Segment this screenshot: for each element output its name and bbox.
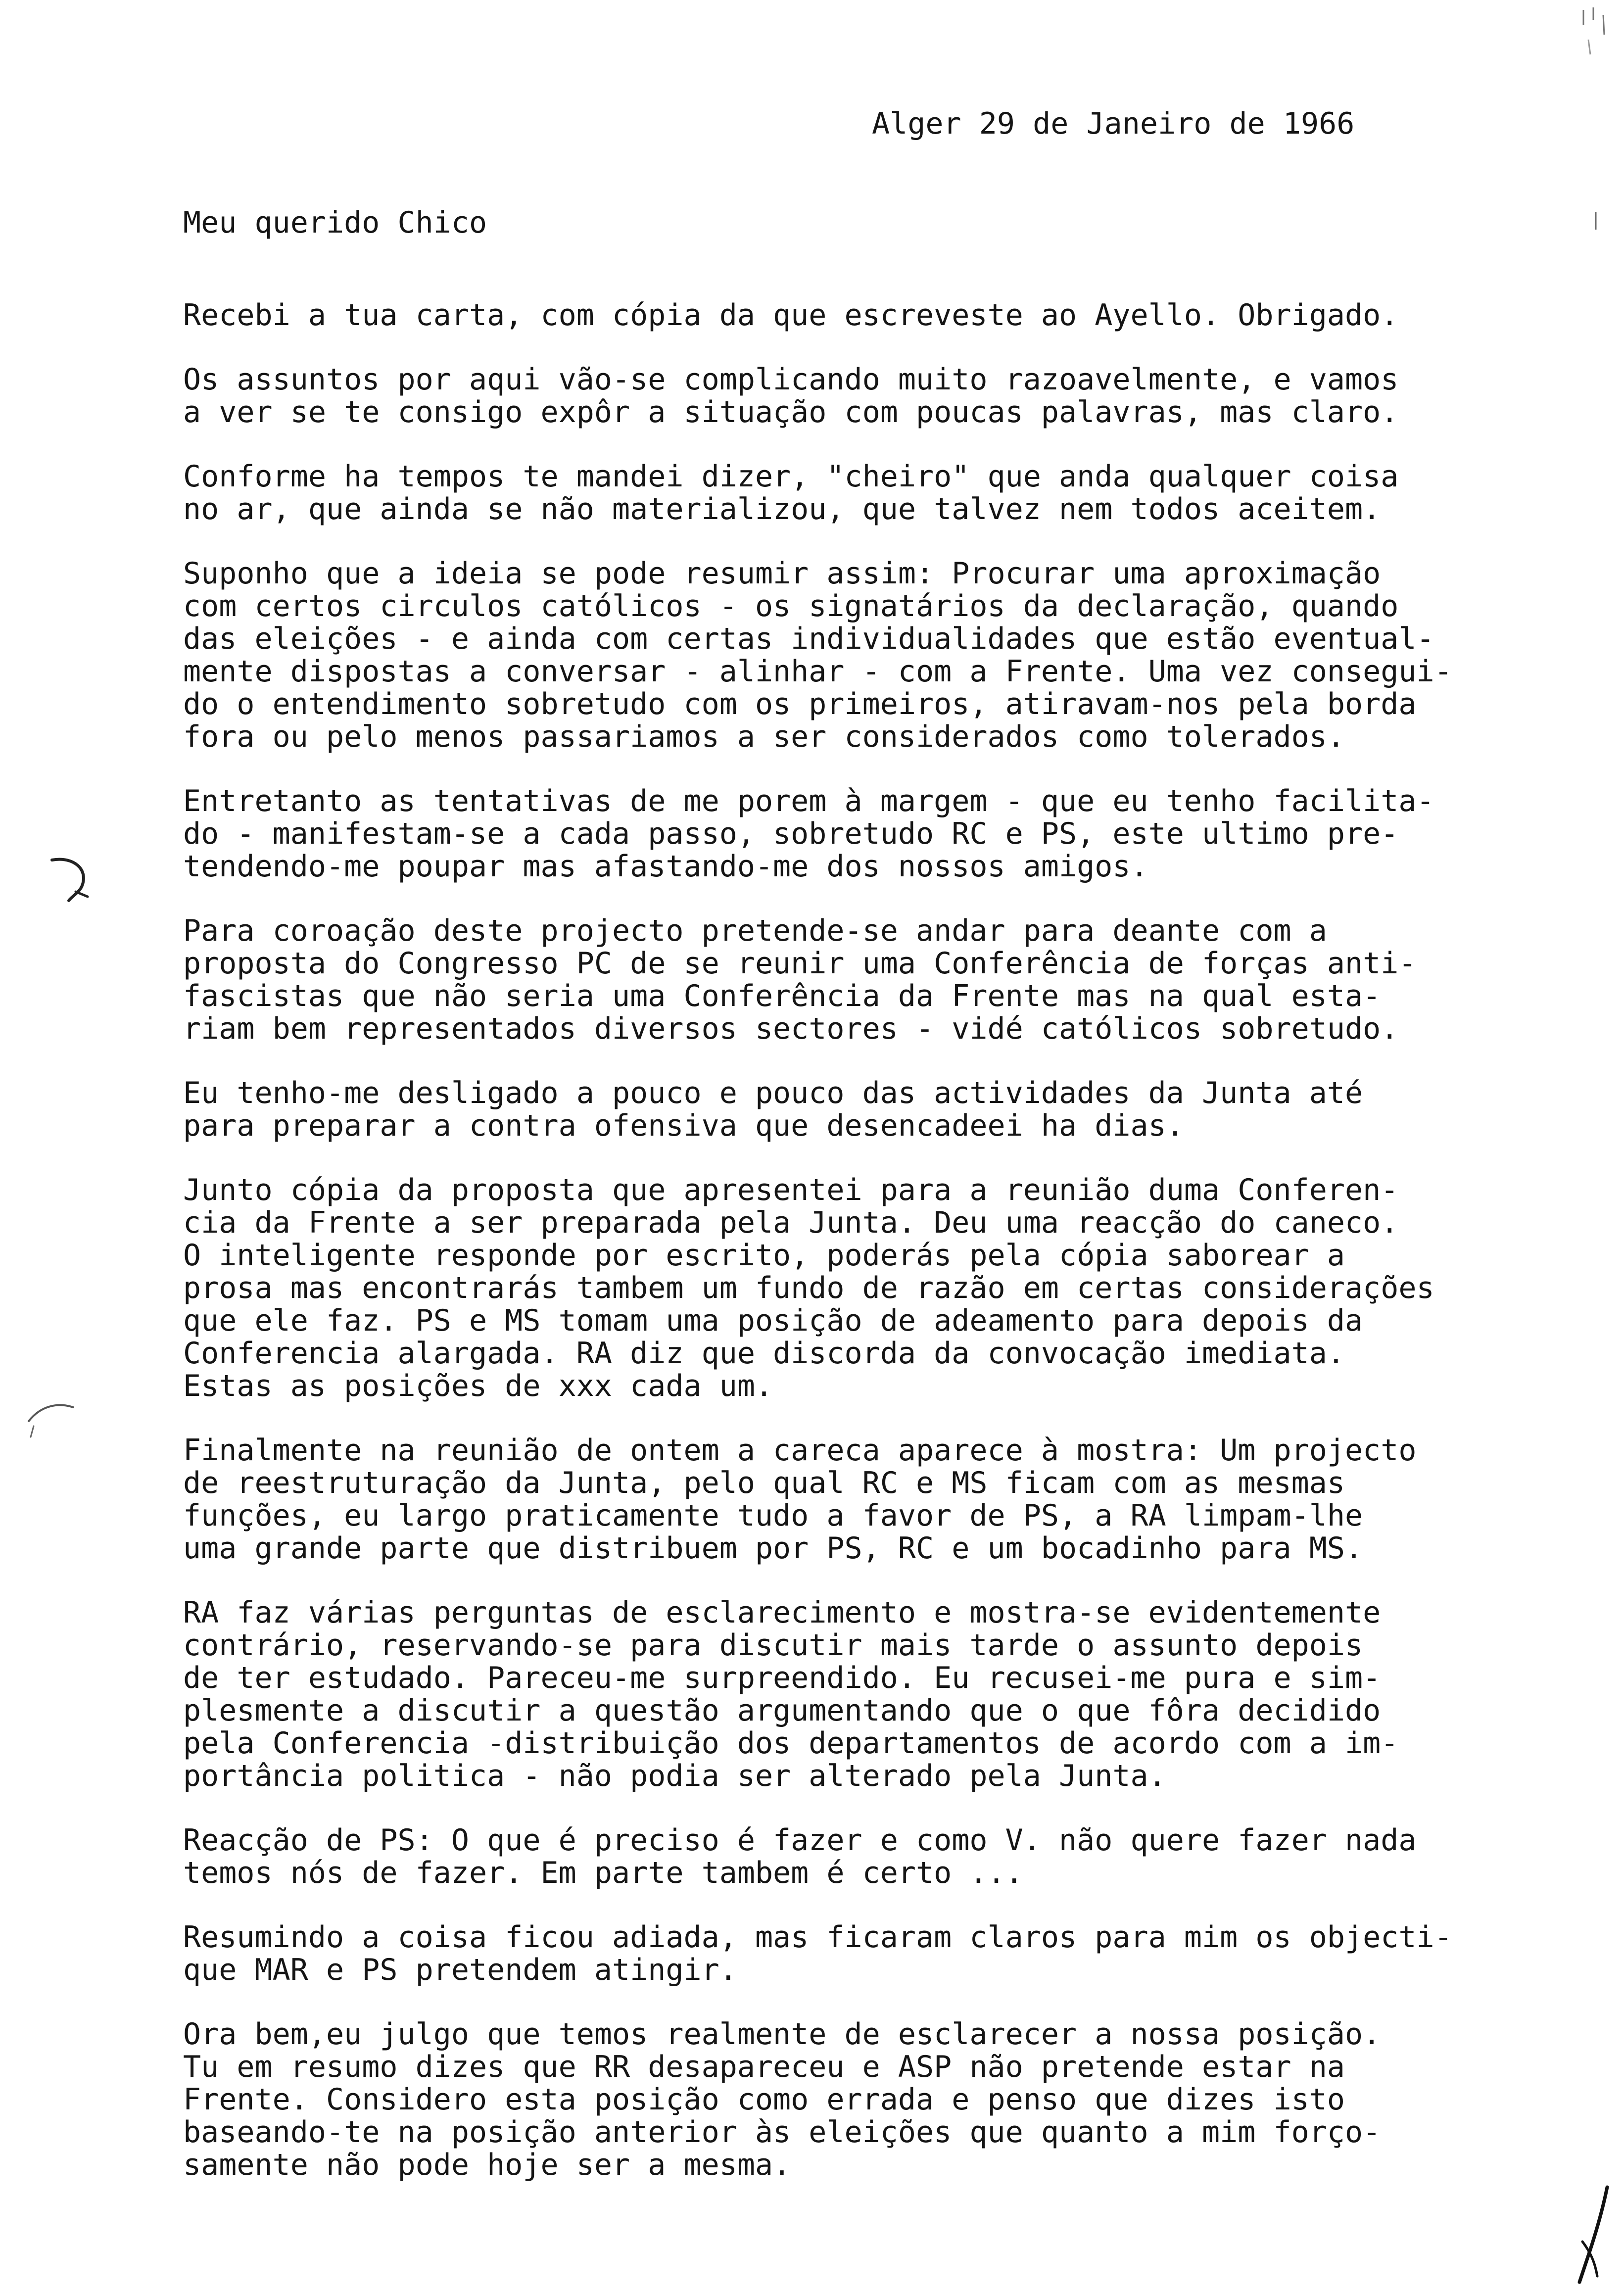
- letter-line: Suponho que a ideia se pode resumir assim: Procurar uma aproximação: [183, 556, 1381, 591]
- letter-date: Alger 29 de Janeiro de 1966: [872, 106, 1355, 141]
- letter-line: samente não pode hoje ser a mesma.: [183, 2148, 791, 2182]
- letter-paragraph: [183, 1434, 1608, 1565]
- letter-line: temos nós de fazer. Em parte tambem é certo ...: [183, 1856, 1023, 1890]
- letter-line: com certos circulos católicos - os signatários da declaração, quando: [183, 589, 1399, 623]
- letter-line: Recebi a tua carta, com cópia da que escreveste ao Ayello. Obrigado.: [183, 298, 1399, 333]
- letter-line: proposta do Congresso PC de se reunir uma Conferência de forças anti-: [183, 946, 1417, 981]
- letter-paragraph: [183, 460, 1608, 526]
- letter-paragraph: [183, 1174, 1608, 1402]
- letter-line: Frente. Considero esta posição como errada e penso que dizes isto: [183, 2082, 1345, 2117]
- letter-line: Ora bem,eu julgo que temos realmente de esclarecer a nossa posição.: [183, 2017, 1381, 2052]
- letter-paragraph: [183, 363, 1608, 429]
- letter-line: Para coroação deste projecto pretende-se andar para deante com a: [183, 913, 1327, 948]
- letter-line: plesmente a discutir a questão argumentando que o que fôra decidido: [183, 1693, 1381, 1728]
- letter-line: do - manifestam-se a cada passo, sobretudo RC e PS, este ultimo pre-: [183, 816, 1399, 851]
- letter-line: das eleições - e ainda com certas individualidades que estão eventual-: [183, 622, 1434, 656]
- letter-line: portância politica - não podia ser alterado pela Junta.: [183, 1759, 1166, 1793]
- letter-line: funções, eu largo praticamente tudo a favor de PS, a RA limpam-lhe: [183, 1498, 1363, 1533]
- letter-line: Eu tenho-me desligado a pouco e pouco das actividades da Junta até: [183, 1076, 1363, 1110]
- letter-line: para preparar a contra ofensiva que desencadeei ha dias.: [183, 1108, 1184, 1143]
- letter-salutation: Meu querido Chico: [183, 205, 487, 240]
- letter-line: Finalmente na reunião de ontem a careca aparece à mostra: Um projecto: [183, 1433, 1417, 1468]
- letter-body: [183, 299, 1608, 2213]
- letter-line: O inteligente responde por escrito, poderás pela cópia saborear a: [183, 1238, 1345, 1273]
- letter-line: de reestruturação da Junta, pelo qual RC e MS ficam com as mesmas: [183, 1466, 1345, 1500]
- letter-line: cia da Frente a ser preparada pela Junta. Deu uma reacção do caneco.: [183, 1205, 1399, 1240]
- letter-line: do o entendimento sobretudo com os primeiros, atiravam-nos pela borda: [183, 687, 1417, 721]
- letter-line: Estas as posições de xxx cada um.: [183, 1369, 773, 1403]
- letter-line: Resumindo a coisa ficou adiada, mas ficaram claros para mim os objecti-: [183, 1920, 1452, 1955]
- margin-pencil-mark: [24, 1395, 78, 1440]
- letter-line: Junto cópia da proposta que apresentei para a reunião duma Conferen-: [183, 1173, 1399, 1207]
- letter-paragraph: [183, 785, 1608, 883]
- letter-line: a ver se te consigo expôr a situação com poucas palavras, mas claro.: [183, 395, 1399, 430]
- letter-paragraph: [183, 299, 1608, 332]
- letter-line: pela Conferencia -distribuição dos departamentos de acordo com a im-: [183, 1726, 1399, 1761]
- letter-line: fascistas que não seria uma Conferência da Frente mas na qual esta-: [183, 979, 1381, 1013]
- letter-line: tendendo-me poupar mas afastando-me dos nossos amigos.: [183, 849, 1148, 884]
- letter-line: contrário, reservando-se para discutir mais tarde o assunto depois: [183, 1628, 1363, 1663]
- letter-paragraph: [183, 1921, 1608, 1986]
- letter-paragraph: [183, 1596, 1608, 1792]
- letter-paragraph: [183, 1077, 1608, 1142]
- letter-line: RA faz várias perguntas de esclarecimento e mostra-se evidentemente: [183, 1595, 1381, 1630]
- letter-line: prosa mas encontrarás tambem um fundo de razão em certas considerações: [183, 1271, 1434, 1305]
- corner-pen-mark: [1568, 2182, 1617, 2286]
- letter-line: que MAR e PS pretendem atingir.: [183, 1953, 737, 1987]
- letter-line: Tu em resumo dizes que RR desapareceu e ASP não pretende estar na: [183, 2050, 1345, 2084]
- letter-paragraph: [183, 1824, 1608, 1889]
- letter-line: mente dispostas a conversar - alinhar - com a Frente. Uma vez consegui-: [183, 654, 1452, 689]
- letter-paragraph: [183, 2018, 1608, 2181]
- letter-line: Conforme ha tempos te mandei dizer, "cheiro" que anda qualquer coisa: [183, 459, 1399, 494]
- letter-line: no ar, que ainda se não materializou, que talvez nem todos aceitem.: [183, 492, 1381, 526]
- letter-paragraph: [183, 914, 1608, 1045]
- letter-line: que ele faz. PS e MS tomam uma posição de adeamento para depois da: [183, 1303, 1363, 1338]
- letter-line: riam bem representados diversos sectores - vidé católicos sobretudo.: [183, 1011, 1399, 1046]
- letter-line: Entretanto as tentativas de me porem à margem - que eu tenho facilita-: [183, 784, 1434, 818]
- letter-line: Reacção de PS: O que é preciso é fazer e como V. não quere fazer nada: [183, 1823, 1417, 1858]
- side-tick-mark: [1586, 208, 1606, 238]
- letter-paragraph: [183, 557, 1608, 753]
- corner-ticks-mark: [1574, 5, 1618, 64]
- letter-line: fora ou pelo menos passariamos a ser considerados como tolerados.: [183, 719, 1345, 754]
- margin-bracket-mark: [47, 851, 101, 906]
- letter-line: baseando-te na posição anterior às eleições que quanto a mim forço-: [183, 2115, 1381, 2150]
- letter-line: uma grande parte que distribuem por PS, RC e um bocadinho para MS.: [183, 1531, 1363, 1566]
- letter-line: Os assuntos por aqui vão-se complicando muito razoavelmente, e vamos: [183, 362, 1399, 397]
- letter-line: de ter estudado. Pareceu-me surpreendido. Eu recusei-me pura e sim-: [183, 1661, 1381, 1695]
- letter-line: Conferencia alargada. RA diz que discorda da convocação imediata.: [183, 1336, 1345, 1371]
